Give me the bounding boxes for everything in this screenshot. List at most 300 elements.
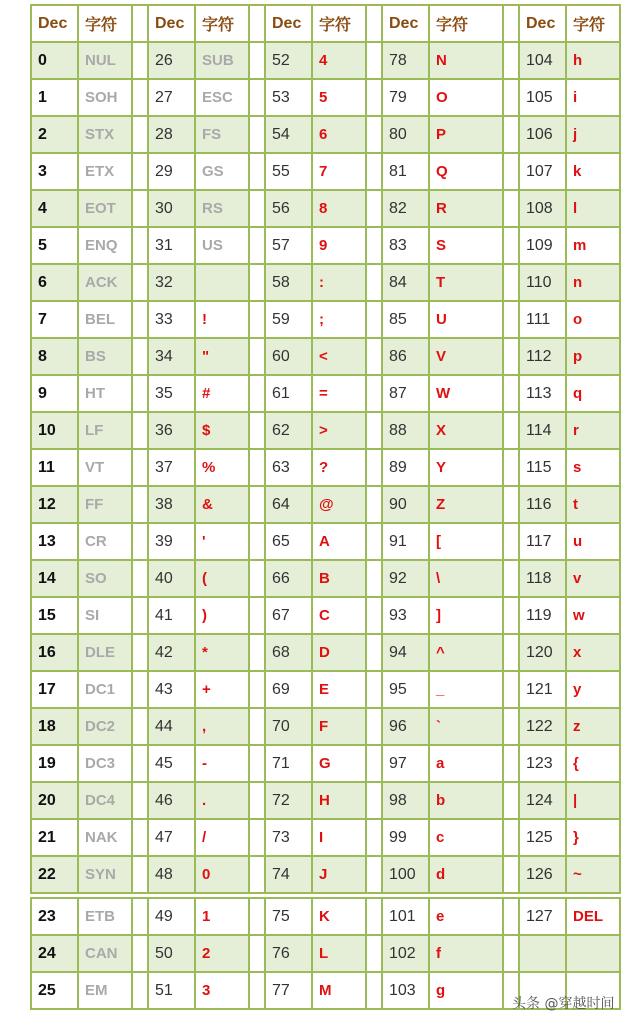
dec-cell: 126 bbox=[520, 857, 567, 894]
char-cell: NAK bbox=[79, 820, 133, 857]
char-cell: : bbox=[313, 265, 367, 302]
column-gap bbox=[367, 339, 383, 376]
char-cell: US bbox=[196, 228, 250, 265]
char-cell: U bbox=[430, 302, 504, 339]
table-row bbox=[32, 265, 621, 302]
dec-cell: 27 bbox=[149, 80, 196, 117]
column-gap bbox=[367, 561, 383, 598]
column-gap bbox=[250, 228, 266, 265]
table-row bbox=[32, 80, 621, 117]
char-cell: FS bbox=[196, 117, 250, 154]
char-cell: NUL bbox=[79, 43, 133, 80]
column-gap bbox=[250, 598, 266, 635]
dec-cell: 63 bbox=[266, 450, 313, 487]
column-gap bbox=[250, 672, 266, 709]
dec-cell: 119 bbox=[520, 598, 567, 635]
column-gap bbox=[133, 936, 149, 973]
char-cell: D bbox=[313, 635, 367, 672]
dec-header: Dec bbox=[383, 6, 430, 43]
char-cell: y bbox=[567, 672, 621, 709]
dec-cell: 120 bbox=[520, 635, 567, 672]
column-gap bbox=[250, 746, 266, 783]
char-cell: ENQ bbox=[79, 228, 133, 265]
dec-cell: 9 bbox=[32, 376, 79, 413]
char-cell: 3 bbox=[196, 973, 250, 1010]
char-cell: n bbox=[567, 265, 621, 302]
column-gap bbox=[133, 339, 149, 376]
char-cell: [ bbox=[430, 524, 504, 561]
dec-cell: 108 bbox=[520, 191, 567, 228]
char-cell: Q bbox=[430, 154, 504, 191]
char-cell: 1 bbox=[196, 899, 250, 936]
dec-cell: 94 bbox=[383, 635, 430, 672]
table-row bbox=[32, 709, 621, 746]
column-gap bbox=[504, 936, 520, 973]
char-cell: < bbox=[313, 339, 367, 376]
column-gap bbox=[504, 783, 520, 820]
char-cell: e bbox=[430, 899, 504, 936]
column-gap bbox=[504, 450, 520, 487]
column-gap bbox=[250, 6, 266, 43]
char-cell: F bbox=[313, 709, 367, 746]
table-row bbox=[32, 339, 621, 376]
char-cell: a bbox=[430, 746, 504, 783]
column-gap bbox=[250, 635, 266, 672]
dec-cell: 21 bbox=[32, 820, 79, 857]
dec-cell: 65 bbox=[266, 524, 313, 561]
column-gap bbox=[250, 487, 266, 524]
char-cell: S bbox=[430, 228, 504, 265]
dec-cell: 25 bbox=[32, 973, 79, 1010]
dec-cell: 93 bbox=[383, 598, 430, 635]
dec-cell: 114 bbox=[520, 413, 567, 450]
column-gap bbox=[504, 413, 520, 450]
column-gap bbox=[367, 154, 383, 191]
dec-cell: 89 bbox=[383, 450, 430, 487]
char-cell: v bbox=[567, 561, 621, 598]
char-cell: CAN bbox=[79, 936, 133, 973]
column-gap bbox=[504, 598, 520, 635]
dec-cell: 62 bbox=[266, 413, 313, 450]
column-gap bbox=[133, 302, 149, 339]
char-cell: G bbox=[313, 746, 367, 783]
dec-cell: 20 bbox=[32, 783, 79, 820]
dec-cell: 0 bbox=[32, 43, 79, 80]
dec-cell: 39 bbox=[149, 524, 196, 561]
dec-cell: 37 bbox=[149, 450, 196, 487]
char-cell: 2 bbox=[196, 936, 250, 973]
column-gap bbox=[367, 376, 383, 413]
column-gap bbox=[367, 413, 383, 450]
char-cell: & bbox=[196, 487, 250, 524]
dec-cell: 52 bbox=[266, 43, 313, 80]
column-gap bbox=[133, 487, 149, 524]
column-gap bbox=[250, 413, 266, 450]
column-gap bbox=[367, 857, 383, 894]
column-gap bbox=[504, 265, 520, 302]
dec-cell: 81 bbox=[383, 154, 430, 191]
char-cell: o bbox=[567, 302, 621, 339]
char-cell: = bbox=[313, 376, 367, 413]
dec-cell: 99 bbox=[383, 820, 430, 857]
column-gap bbox=[250, 899, 266, 936]
column-gap bbox=[133, 561, 149, 598]
char-cell: ; bbox=[313, 302, 367, 339]
char-cell: + bbox=[196, 672, 250, 709]
char-cell: L bbox=[313, 936, 367, 973]
column-gap bbox=[133, 413, 149, 450]
dec-cell: 111 bbox=[520, 302, 567, 339]
dec-cell: 4 bbox=[32, 191, 79, 228]
column-gap bbox=[250, 302, 266, 339]
char-cell: q bbox=[567, 376, 621, 413]
char-cell: SOH bbox=[79, 80, 133, 117]
dec-cell: 56 bbox=[266, 191, 313, 228]
char-cell: ^ bbox=[430, 635, 504, 672]
dec-cell: 67 bbox=[266, 598, 313, 635]
column-gap bbox=[367, 487, 383, 524]
column-gap bbox=[133, 376, 149, 413]
char-cell: 6 bbox=[313, 117, 367, 154]
char-cell: K bbox=[313, 899, 367, 936]
char-cell: N bbox=[430, 43, 504, 80]
dec-cell: 118 bbox=[520, 561, 567, 598]
dec-cell: 40 bbox=[149, 561, 196, 598]
column-gap bbox=[367, 746, 383, 783]
column-gap bbox=[133, 973, 149, 1010]
char-cell: w bbox=[567, 598, 621, 635]
dec-cell: 70 bbox=[266, 709, 313, 746]
char-cell: VT bbox=[79, 450, 133, 487]
table-row bbox=[32, 487, 621, 524]
column-gap bbox=[367, 43, 383, 80]
dec-cell: 58 bbox=[266, 265, 313, 302]
column-gap bbox=[250, 857, 266, 894]
char-header: 字符 bbox=[196, 6, 250, 43]
char-cell: ~ bbox=[567, 857, 621, 894]
char-cell: > bbox=[313, 413, 367, 450]
char-cell: h bbox=[567, 43, 621, 80]
char-cell: DC3 bbox=[79, 746, 133, 783]
dec-cell: 88 bbox=[383, 413, 430, 450]
dec-cell: 71 bbox=[266, 746, 313, 783]
char-cell: $ bbox=[196, 413, 250, 450]
dec-cell: 95 bbox=[383, 672, 430, 709]
char-cell: g bbox=[430, 973, 504, 1010]
column-gap bbox=[367, 598, 383, 635]
dec-cell: 2 bbox=[32, 117, 79, 154]
dec-cell: 104 bbox=[520, 43, 567, 80]
dec-cell: 50 bbox=[149, 936, 196, 973]
dec-cell: 5 bbox=[32, 228, 79, 265]
column-gap bbox=[133, 635, 149, 672]
char-cell: ( bbox=[196, 561, 250, 598]
dec-cell: 117 bbox=[520, 524, 567, 561]
char-cell: SYN bbox=[79, 857, 133, 894]
char-header: 字符 bbox=[567, 6, 621, 43]
dec-cell: 86 bbox=[383, 339, 430, 376]
column-gap bbox=[367, 302, 383, 339]
dec-cell: 28 bbox=[149, 117, 196, 154]
char-cell: t bbox=[567, 487, 621, 524]
char-cell: I bbox=[313, 820, 367, 857]
dec-cell: 18 bbox=[32, 709, 79, 746]
dec-cell: 22 bbox=[32, 857, 79, 894]
dec-cell: 107 bbox=[520, 154, 567, 191]
char-cell: % bbox=[196, 450, 250, 487]
char-cell: ACK bbox=[79, 265, 133, 302]
dec-cell: 68 bbox=[266, 635, 313, 672]
char-cell: M bbox=[313, 973, 367, 1010]
column-gap bbox=[504, 80, 520, 117]
char-cell: SO bbox=[79, 561, 133, 598]
column-gap bbox=[133, 820, 149, 857]
dec-cell: 112 bbox=[520, 339, 567, 376]
dec-cell: 87 bbox=[383, 376, 430, 413]
column-gap bbox=[250, 117, 266, 154]
column-gap bbox=[367, 820, 383, 857]
char-cell: 7 bbox=[313, 154, 367, 191]
dec-cell: 6 bbox=[32, 265, 79, 302]
dec-cell: 100 bbox=[383, 857, 430, 894]
dec-cell: 73 bbox=[266, 820, 313, 857]
table-row bbox=[32, 783, 621, 820]
char-cell: 8 bbox=[313, 191, 367, 228]
column-gap bbox=[250, 561, 266, 598]
dec-cell: 115 bbox=[520, 450, 567, 487]
char-cell: ! bbox=[196, 302, 250, 339]
dec-cell: 69 bbox=[266, 672, 313, 709]
dec-cell: 84 bbox=[383, 265, 430, 302]
column-gap bbox=[504, 561, 520, 598]
char-cell: d bbox=[430, 857, 504, 894]
char-cell: H bbox=[313, 783, 367, 820]
column-gap bbox=[367, 672, 383, 709]
char-cell: ' bbox=[196, 524, 250, 561]
dec-cell: 109 bbox=[520, 228, 567, 265]
char-cell: ETB bbox=[79, 899, 133, 936]
table-row bbox=[32, 857, 621, 894]
dec-header: Dec bbox=[266, 6, 313, 43]
char-cell: SI bbox=[79, 598, 133, 635]
column-gap bbox=[133, 524, 149, 561]
char-cell: k bbox=[567, 154, 621, 191]
char-cell: R bbox=[430, 191, 504, 228]
dec-cell: 31 bbox=[149, 228, 196, 265]
char-cell: BS bbox=[79, 339, 133, 376]
column-gap bbox=[133, 783, 149, 820]
char-cell: C bbox=[313, 598, 367, 635]
column-gap bbox=[250, 709, 266, 746]
char-cell: ETX bbox=[79, 154, 133, 191]
char-cell: 4 bbox=[313, 43, 367, 80]
column-gap bbox=[504, 709, 520, 746]
dec-cell: 97 bbox=[383, 746, 430, 783]
dec-cell: 11 bbox=[32, 450, 79, 487]
char-cell: ? bbox=[313, 450, 367, 487]
char-cell: Y bbox=[430, 450, 504, 487]
dec-cell: 8 bbox=[32, 339, 79, 376]
dec-cell: 1 bbox=[32, 80, 79, 117]
dec-cell: 49 bbox=[149, 899, 196, 936]
column-gap bbox=[504, 746, 520, 783]
column-gap bbox=[133, 746, 149, 783]
char-cell: O bbox=[430, 80, 504, 117]
column-gap bbox=[367, 117, 383, 154]
dec-cell: 48 bbox=[149, 857, 196, 894]
char-cell: b bbox=[430, 783, 504, 820]
column-gap bbox=[133, 117, 149, 154]
table-row bbox=[32, 561, 621, 598]
char-cell: DC2 bbox=[79, 709, 133, 746]
column-gap bbox=[367, 265, 383, 302]
char-cell: E bbox=[313, 672, 367, 709]
char-cell: | bbox=[567, 783, 621, 820]
char-cell: s bbox=[567, 450, 621, 487]
char-cell: FF bbox=[79, 487, 133, 524]
dec-cell: 124 bbox=[520, 783, 567, 820]
dec-cell: 90 bbox=[383, 487, 430, 524]
column-gap bbox=[367, 635, 383, 672]
column-gap bbox=[250, 43, 266, 80]
char-cell: V bbox=[430, 339, 504, 376]
char-cell: RS bbox=[196, 191, 250, 228]
char-cell: 0 bbox=[196, 857, 250, 894]
dec-cell: 54 bbox=[266, 117, 313, 154]
dec-cell: 123 bbox=[520, 746, 567, 783]
dec-cell: 61 bbox=[266, 376, 313, 413]
header-row bbox=[32, 6, 621, 43]
column-gap bbox=[133, 598, 149, 635]
char-cell: DLE bbox=[79, 635, 133, 672]
dec-cell: 41 bbox=[149, 598, 196, 635]
column-gap bbox=[504, 43, 520, 80]
dec-cell bbox=[520, 936, 567, 973]
column-gap bbox=[504, 302, 520, 339]
column-gap bbox=[504, 191, 520, 228]
char-cell: u bbox=[567, 524, 621, 561]
dec-cell: 110 bbox=[520, 265, 567, 302]
dec-cell: 82 bbox=[383, 191, 430, 228]
char-cell: # bbox=[196, 376, 250, 413]
column-gap bbox=[133, 709, 149, 746]
column-gap bbox=[250, 450, 266, 487]
column-gap bbox=[133, 6, 149, 43]
dec-cell: 3 bbox=[32, 154, 79, 191]
dec-cell: 125 bbox=[520, 820, 567, 857]
dec-cell: 29 bbox=[149, 154, 196, 191]
dec-cell: 17 bbox=[32, 672, 79, 709]
dec-cell: 23 bbox=[32, 899, 79, 936]
dec-cell: 30 bbox=[149, 191, 196, 228]
column-gap bbox=[504, 376, 520, 413]
column-gap bbox=[133, 228, 149, 265]
dec-cell: 91 bbox=[383, 524, 430, 561]
char-cell: ) bbox=[196, 598, 250, 635]
char-cell: . bbox=[196, 783, 250, 820]
column-gap bbox=[367, 936, 383, 973]
column-gap bbox=[367, 6, 383, 43]
column-gap bbox=[250, 154, 266, 191]
dec-header: Dec bbox=[520, 6, 567, 43]
table-row bbox=[32, 43, 621, 80]
dec-cell: 116 bbox=[520, 487, 567, 524]
table-row bbox=[32, 228, 621, 265]
dec-cell: 76 bbox=[266, 936, 313, 973]
dec-cell: 66 bbox=[266, 561, 313, 598]
char-cell: i bbox=[567, 80, 621, 117]
table-row bbox=[32, 598, 621, 635]
char-cell: p bbox=[567, 339, 621, 376]
char-cell: ` bbox=[430, 709, 504, 746]
char-cell: _ bbox=[430, 672, 504, 709]
dec-cell: 57 bbox=[266, 228, 313, 265]
table-row bbox=[32, 191, 621, 228]
dec-cell: 19 bbox=[32, 746, 79, 783]
column-gap bbox=[504, 339, 520, 376]
char-header: 字符 bbox=[79, 6, 133, 43]
char-cell: \ bbox=[430, 561, 504, 598]
dec-cell: 85 bbox=[383, 302, 430, 339]
dec-cell: 33 bbox=[149, 302, 196, 339]
ascii-table-main bbox=[30, 4, 621, 894]
column-gap bbox=[504, 820, 520, 857]
column-gap bbox=[504, 857, 520, 894]
column-gap bbox=[133, 672, 149, 709]
char-cell: P bbox=[430, 117, 504, 154]
column-gap bbox=[504, 154, 520, 191]
column-gap bbox=[504, 487, 520, 524]
dec-cell: 45 bbox=[149, 746, 196, 783]
column-gap bbox=[504, 899, 520, 936]
dec-cell: 42 bbox=[149, 635, 196, 672]
dec-cell: 64 bbox=[266, 487, 313, 524]
char-header: 字符 bbox=[430, 6, 504, 43]
dec-cell: 122 bbox=[520, 709, 567, 746]
dec-cell: 13 bbox=[32, 524, 79, 561]
dec-cell: 59 bbox=[266, 302, 313, 339]
dec-header: Dec bbox=[149, 6, 196, 43]
column-gap bbox=[133, 191, 149, 228]
char-cell: STX bbox=[79, 117, 133, 154]
dec-cell: 103 bbox=[383, 973, 430, 1010]
column-gap bbox=[367, 80, 383, 117]
char-cell: EM bbox=[79, 973, 133, 1010]
dec-cell: 92 bbox=[383, 561, 430, 598]
dec-cell: 51 bbox=[149, 973, 196, 1010]
table-row bbox=[32, 302, 621, 339]
table-row bbox=[32, 936, 621, 973]
char-cell: z bbox=[567, 709, 621, 746]
dec-cell: 75 bbox=[266, 899, 313, 936]
column-gap bbox=[133, 899, 149, 936]
char-cell: ] bbox=[430, 598, 504, 635]
dec-cell: 98 bbox=[383, 783, 430, 820]
column-gap bbox=[367, 228, 383, 265]
char-cell: J bbox=[313, 857, 367, 894]
table-row bbox=[32, 746, 621, 783]
dec-cell: 80 bbox=[383, 117, 430, 154]
column-gap bbox=[133, 43, 149, 80]
table-row bbox=[32, 635, 621, 672]
char-cell: B bbox=[313, 561, 367, 598]
dec-cell: 101 bbox=[383, 899, 430, 936]
column-gap bbox=[250, 936, 266, 973]
dec-cell: 7 bbox=[32, 302, 79, 339]
table-row bbox=[32, 899, 621, 936]
char-cell: T bbox=[430, 265, 504, 302]
dec-cell: 74 bbox=[266, 857, 313, 894]
